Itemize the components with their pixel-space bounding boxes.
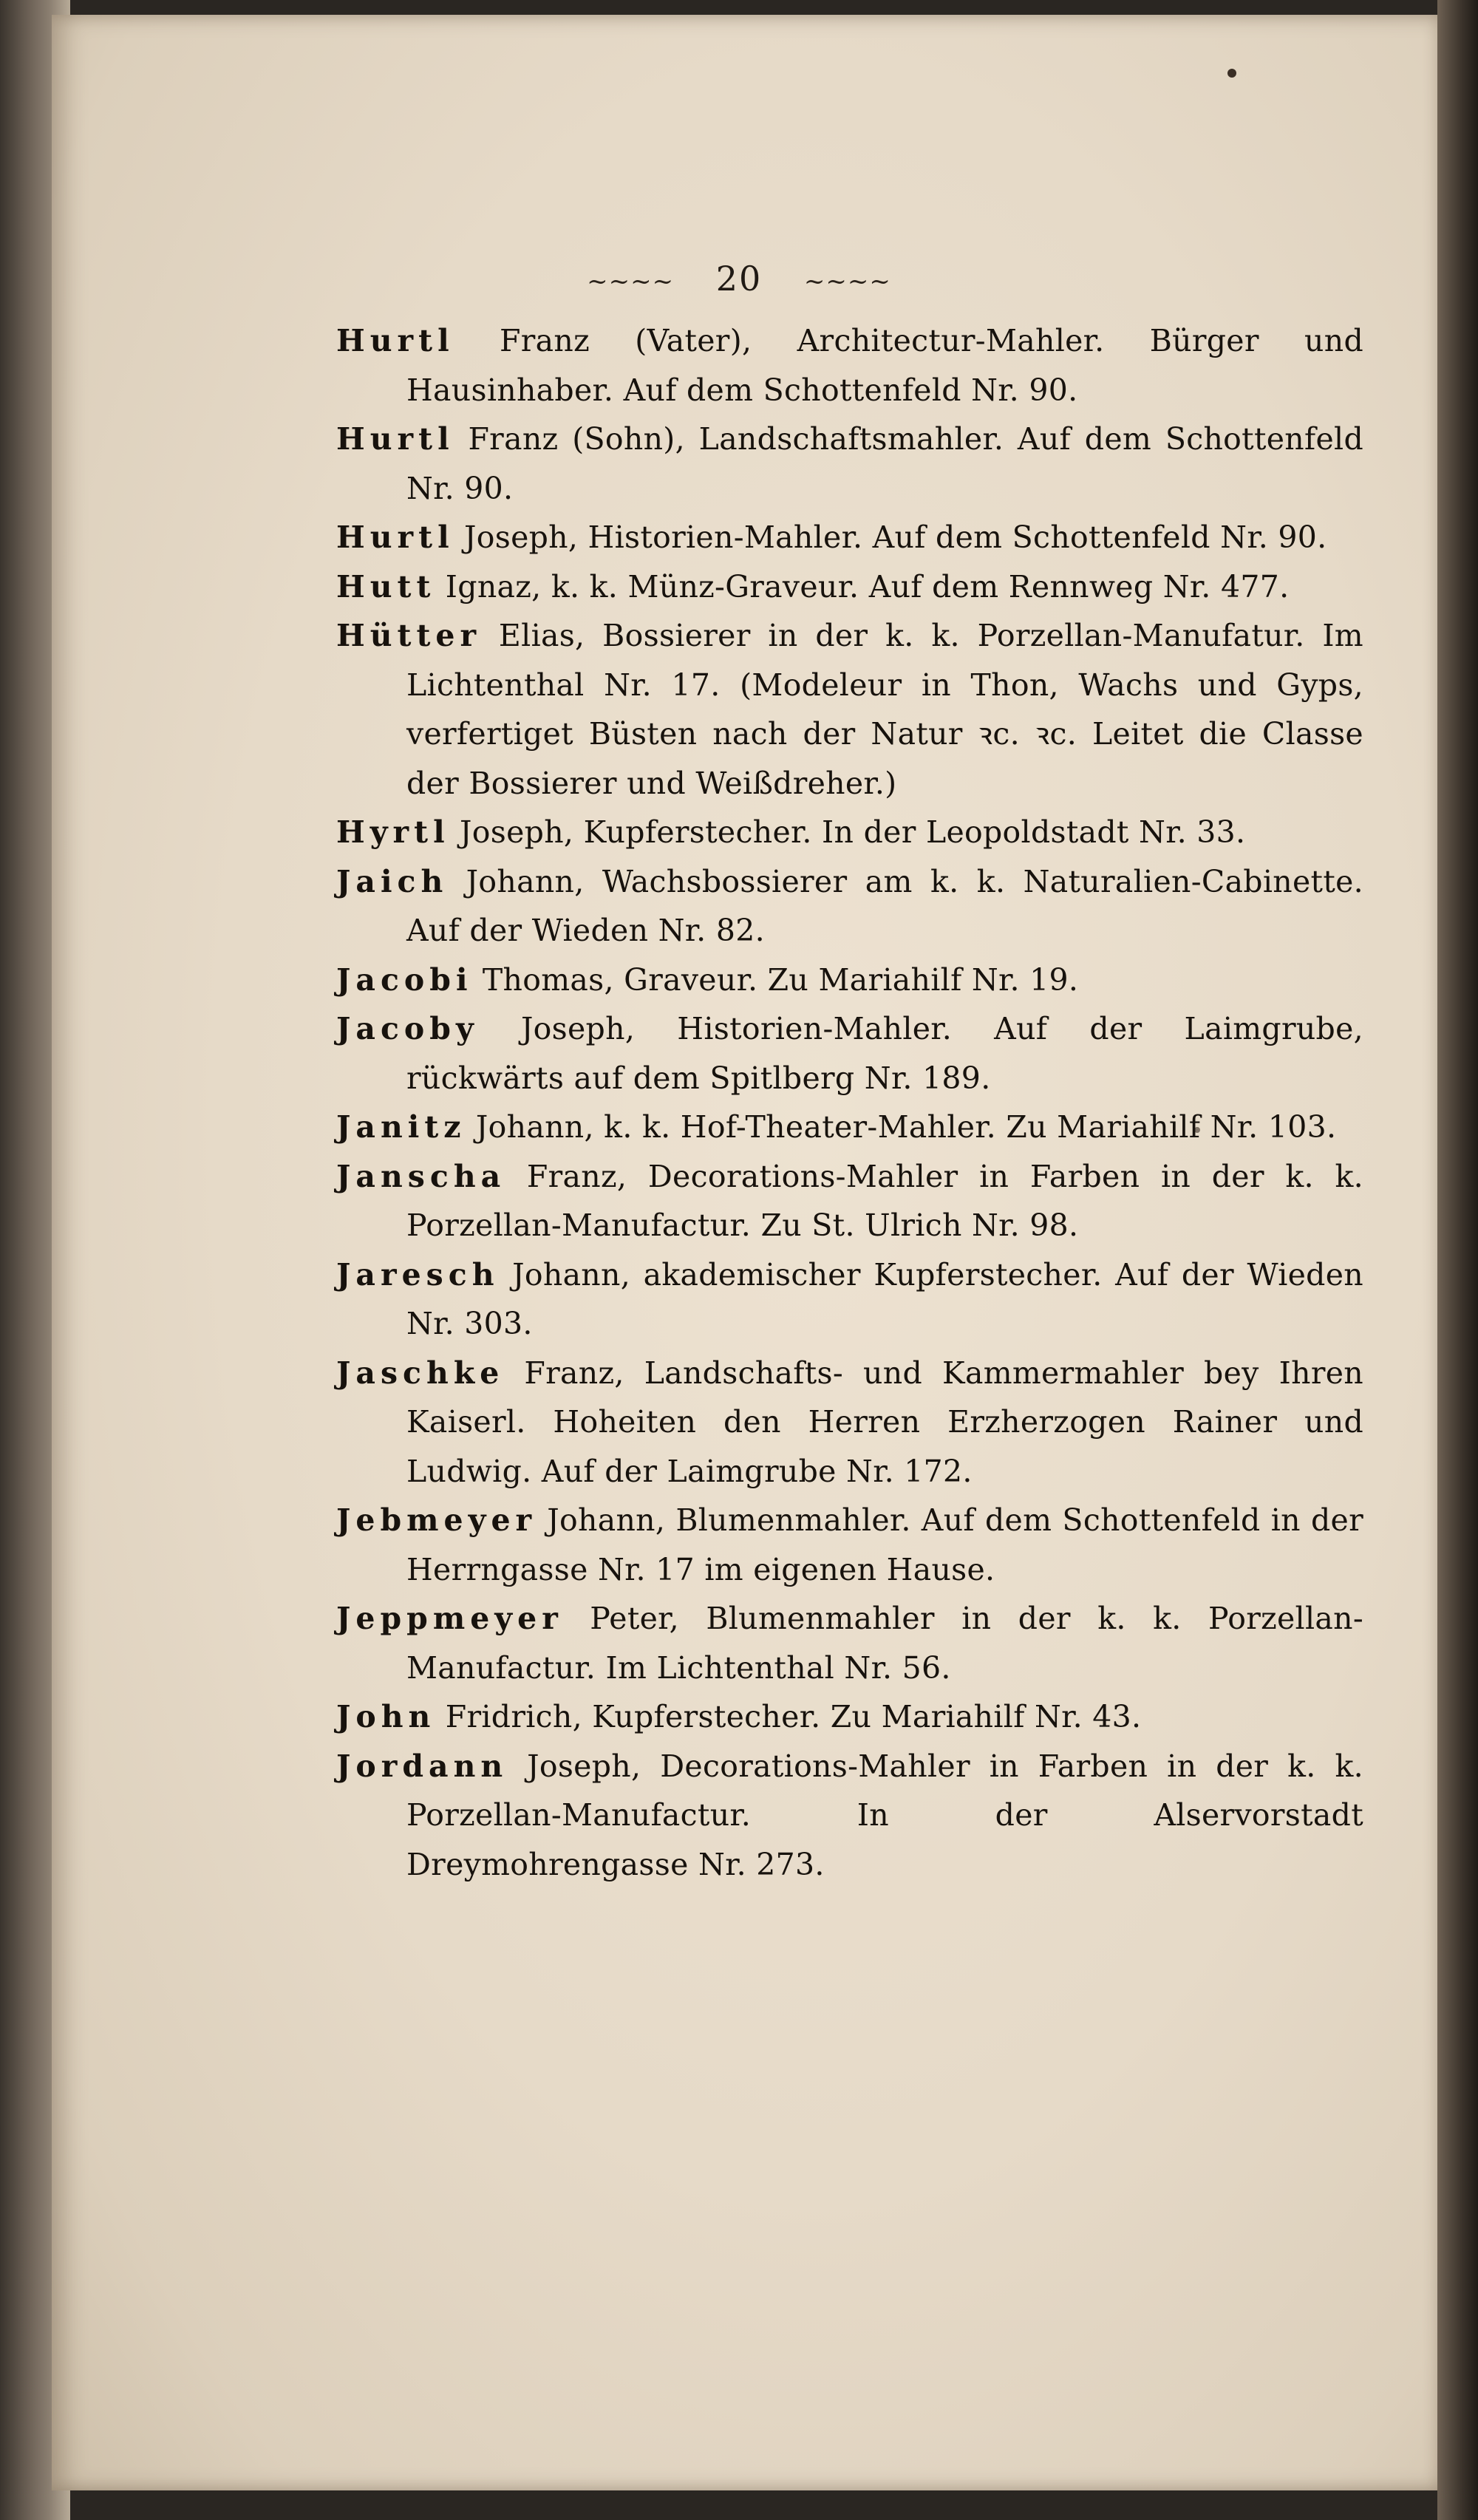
directory-entry (336, 1103, 1363, 1152)
entry-text: Elias, Bossierer in der k. k. Porzellan-Manufatur. Im Lichtenthal Nr. 17. (Modeleur in Thon, Wachs und Gyps, verfertiget Büsten nach der Natur ꝛc. ꝛc. Leitet die Classe der Bossierer und Weißdreher.) (406, 618, 1363, 801)
directory-entry (336, 1496, 1363, 1594)
entry-text: Ignaz, k. k. Münz-Graveur. Auf dem Rennweg Nr. 477. (445, 568, 1290, 605)
entry-surname: Hütter (336, 618, 482, 653)
entry-surname: Jordann (336, 1748, 508, 1784)
directory-entry (336, 857, 1363, 956)
entry-surname: Hurtl (336, 520, 454, 555)
entry-surname: Hurtl (336, 421, 454, 457)
book-fore-edge (1437, 0, 1478, 2520)
entry-text: Joseph, Decorations-Mahler in Farben in der k. k. Porzellan-Manufactur. In der Alservorstadt Dreymohrengasse Nr. 273. (406, 1748, 1363, 1882)
entry-text: Peter, Blumenmahler in der k. k. Porzellan-Manufactur. Im Lichtenthal Nr. 56. (406, 1601, 1363, 1686)
entry-text: Joseph, Historien-Mahler. Auf dem Schottenfeld Nr. 90. (464, 520, 1327, 555)
entry-surname: Jaich (336, 863, 449, 899)
directory-entry (336, 1004, 1363, 1103)
entry-surname: John (336, 1699, 436, 1734)
header-ornament-right: ~~~~ (803, 267, 891, 296)
directory-entry (336, 415, 1363, 513)
entry-surname: Janscha (336, 1158, 506, 1194)
entry-surname: Jeppmeyer (336, 1601, 563, 1636)
entry-text: Franz (Sohn), Landschaftsmahler. Auf dem Schottenfeld Nr. 90. (406, 421, 1363, 506)
directory-entry (336, 611, 1363, 808)
directory-entry (336, 1692, 1363, 1742)
entry-surname: Janitz (336, 1109, 466, 1145)
entry-text: Johann, k. k. Hof-Theater-Mahler. Zu Mariahilf Nr. 103. (475, 1109, 1337, 1145)
entry-text: Johann, Blumenmahler. Auf dem Schottenfeld in der Herrngasse Nr. 17 im eigenen Hause. (406, 1502, 1363, 1587)
directory-entries (336, 316, 1363, 1889)
directory-entry (336, 513, 1363, 562)
entry-text: Johann, Wachsbossierer am k. k. Naturalien-Cabinette. Auf der Wieden Nr. 82. (406, 863, 1363, 948)
ink-speck (1227, 69, 1236, 78)
entry-text: Franz, Decorations-Mahler in Farben in der k. k. Porzellan-Manufactur. Zu St. Ulrich Nr. 98. (406, 1158, 1363, 1243)
page-header (0, 259, 1478, 299)
entry-text: Thomas, Graveur. Zu Mariahilf Nr. 19. (482, 961, 1079, 998)
entry-surname: Jebmeyer (336, 1502, 537, 1538)
entry-surname: Hyrtl (336, 814, 450, 850)
directory-entry (336, 956, 1363, 1005)
entry-surname: Jaschke (336, 1355, 505, 1391)
entry-text: Johann, akademischer Kupferstecher. Auf der Wieden Nr. 303. (406, 1256, 1363, 1341)
entry-surname: Jaresch (336, 1256, 500, 1293)
entry-text: Joseph, Kupferstecher. In der Leopoldstadt Nr. 33. (460, 814, 1246, 850)
directory-entry (336, 1152, 1363, 1250)
directory-entry (336, 1250, 1363, 1349)
entry-surname: Jacoby (336, 1011, 479, 1046)
page-number: 20 (715, 259, 763, 299)
directory-entry (336, 1349, 1363, 1496)
entry-surname: Hutt (336, 568, 436, 605)
entry-surname: Jacobi (336, 961, 473, 998)
header-ornament-left: ~~~~ (587, 267, 675, 296)
directory-entry (336, 808, 1363, 857)
entry-text: Joseph, Historien-Mahler. Auf der Laimgrube, rückwärts auf dem Spitlberg Nr. 189. (406, 1011, 1364, 1096)
directory-entry (336, 1594, 1363, 1692)
entry-text: Franz (Vater), Architectur-Mahler. Bürger und Hausinhaber. Auf dem Schottenfeld Nr. 90. (406, 323, 1363, 408)
entry-text: Franz, Landschafts- und Kammermahler bey Ihren Kaiserl. Hoheiten den Herren Erzherzogen Rainer und Ludwig. Auf der Laimgrube Nr. 172. (406, 1355, 1363, 1489)
directory-entry (336, 1742, 1363, 1890)
entry-surname: Hurtl (336, 323, 454, 358)
entry-text: Fridrich, Kupferstecher. Zu Mariahilf Nr. 43. (445, 1699, 1142, 1734)
directory-entry (336, 316, 1363, 415)
directory-entry (336, 562, 1363, 612)
